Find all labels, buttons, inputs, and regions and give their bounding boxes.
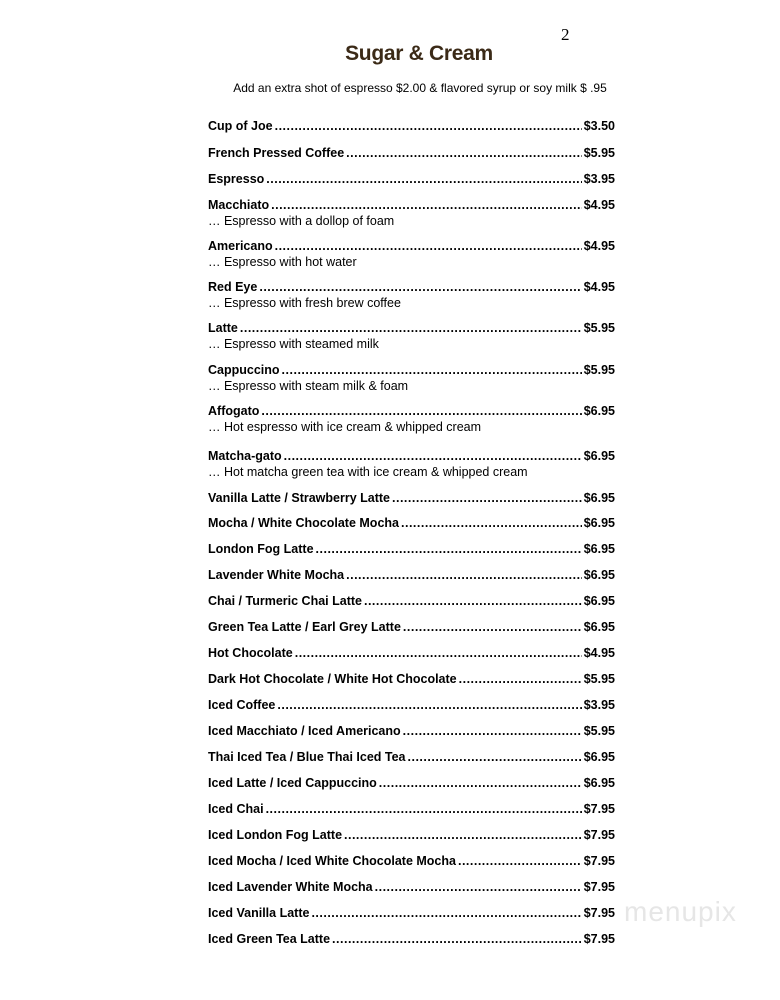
- item-name: Iced Coffee: [208, 698, 276, 712]
- menu-item: [208, 516, 615, 531]
- item-price: $6.95: [583, 750, 615, 764]
- menu-item: [208, 906, 615, 921]
- item-name: Dark Hot Chocolate / White Hot Chocolate: [208, 672, 457, 686]
- menu-item: [208, 932, 615, 947]
- menu-item-line: [208, 906, 615, 921]
- item-price: $6.95: [583, 449, 615, 463]
- item-description: … Espresso with fresh brew coffee: [208, 296, 401, 310]
- menu-item-line: [208, 239, 615, 254]
- item-price: $5.95: [583, 321, 615, 335]
- item-name: Mocha / White Chocolate Mocha: [208, 516, 399, 530]
- item-name: Latte: [208, 321, 238, 335]
- menu-item: [208, 119, 615, 134]
- item-description: … Hot espresso with ice cream & whipped cream: [208, 420, 482, 434]
- item-name: Cup of Joe: [208, 119, 273, 133]
- item-name: Iced Green Tea Latte: [208, 932, 331, 946]
- item-name: Espresso: [208, 172, 265, 186]
- dot-leader: [282, 363, 582, 378]
- item-price: $3.95: [583, 172, 615, 186]
- item-name: Chai / Turmeric Chai Latte: [208, 594, 362, 608]
- menu-item: [208, 198, 615, 229]
- item-price: $6.95: [583, 404, 615, 418]
- item-name: Macchiato: [208, 198, 270, 212]
- item-price: $7.95: [583, 906, 615, 920]
- item-price: $4.95: [583, 239, 615, 253]
- dot-leader: [379, 776, 582, 791]
- item-name: Matcha-gato: [208, 449, 282, 463]
- item-description: … Espresso with hot water: [208, 255, 357, 269]
- dot-leader: [266, 802, 582, 817]
- dot-leader: [403, 724, 582, 739]
- dot-leader: [344, 828, 582, 843]
- dot-leader: [401, 516, 582, 531]
- dot-leader: [459, 672, 582, 687]
- dot-leader: [403, 620, 582, 635]
- menu-item-line: [208, 146, 615, 161]
- dot-leader: [240, 321, 582, 336]
- menu-item-line: [208, 828, 615, 843]
- item-name: Affogato: [208, 404, 260, 418]
- item-name: Americano: [208, 239, 273, 253]
- menu-item-line: [208, 776, 615, 791]
- menu-item: [208, 698, 615, 713]
- menu-item-line: [208, 646, 615, 661]
- menu-item: [208, 646, 615, 661]
- dot-leader: [332, 932, 582, 947]
- menu-item-line: [208, 698, 615, 713]
- item-name: Thai Iced Tea / Blue Thai Iced Tea: [208, 750, 406, 764]
- item-price: $7.95: [583, 828, 615, 842]
- item-name: Iced London Fog Latte: [208, 828, 343, 842]
- item-price: $6.95: [583, 568, 615, 582]
- dot-leader: [284, 449, 582, 464]
- item-name: Vanilla Latte / Strawberry Latte: [208, 491, 391, 505]
- item-name: Cappuccino: [208, 363, 280, 377]
- menu-item: [208, 620, 615, 635]
- menu-item: [208, 280, 615, 311]
- dot-leader: [266, 172, 581, 187]
- item-name: French Pressed Coffee: [208, 146, 345, 160]
- item-name: Iced Chai: [208, 802, 264, 816]
- dot-leader: [375, 880, 582, 895]
- menu-item: [208, 724, 615, 739]
- item-price: $6.95: [583, 594, 615, 608]
- item-price: $7.95: [583, 932, 615, 946]
- menu-item: [208, 880, 615, 895]
- menu-item-line: [208, 198, 615, 213]
- item-name: Iced Vanilla Latte: [208, 906, 310, 920]
- menu-item: [208, 449, 615, 480]
- menu-item-line: [208, 321, 615, 336]
- menu-item-line: [208, 404, 615, 419]
- item-price: $4.95: [583, 646, 615, 660]
- menu-item: [208, 672, 615, 687]
- dot-leader: [392, 491, 582, 506]
- menu-item-line: [208, 880, 615, 895]
- item-description: … Espresso with a dollop of foam: [208, 214, 395, 228]
- item-description: … Hot matcha green tea with ice cream & whipped cream: [208, 465, 528, 479]
- menu-item-line: [208, 542, 615, 557]
- dot-leader: [364, 594, 582, 609]
- menu-item: [208, 172, 615, 187]
- item-price: $4.95: [583, 198, 615, 212]
- dot-leader: [271, 198, 582, 213]
- item-name: Iced Macchiato / Iced Americano: [208, 724, 401, 738]
- menu-item-line: [208, 172, 615, 187]
- menu-item-line: [208, 516, 615, 531]
- menu-title: Sugar & Cream: [345, 42, 493, 65]
- menu-item: [208, 750, 615, 765]
- item-description: … Espresso with steamed milk: [208, 337, 379, 351]
- item-price: $5.95: [583, 724, 615, 738]
- dot-leader: [311, 906, 581, 921]
- add-on-note: Add an extra shot of espresso $2.00 & flavored syrup or soy milk $ .95: [233, 81, 607, 95]
- dot-leader: [275, 119, 582, 134]
- item-price: $5.95: [583, 672, 615, 686]
- dot-leader: [275, 239, 582, 254]
- menu-item-line: [208, 568, 615, 583]
- item-name: Green Tea Latte / Earl Grey Latte: [208, 620, 401, 634]
- item-name: Iced Mocha / Iced White Chocolate Mocha: [208, 854, 456, 868]
- item-price: $6.95: [583, 776, 615, 790]
- menu-item-line: [208, 594, 615, 609]
- item-price: $3.50: [583, 119, 615, 133]
- menu-item: [208, 542, 615, 557]
- menu-item: [208, 594, 615, 609]
- menu-item-line: [208, 802, 615, 817]
- menu-item: [208, 776, 615, 791]
- menu-item-line: [208, 363, 615, 378]
- dot-leader: [458, 854, 582, 869]
- dot-leader: [346, 146, 582, 161]
- menu-item: [208, 146, 615, 161]
- item-price: $6.95: [583, 620, 615, 634]
- menu-item-line: [208, 449, 615, 464]
- item-name: Hot Chocolate: [208, 646, 293, 660]
- dot-leader: [408, 750, 582, 765]
- item-price: $7.95: [583, 880, 615, 894]
- menu-item-line: [208, 932, 615, 947]
- item-price: $6.95: [583, 542, 615, 556]
- menu-item: [208, 568, 615, 583]
- item-name: Lavender White Mocha: [208, 568, 345, 582]
- menu-item-line: [208, 854, 615, 869]
- menu-item: [208, 363, 615, 394]
- dot-leader: [277, 698, 581, 713]
- item-name: Red Eye: [208, 280, 258, 294]
- item-name: Iced Lavender White Mocha: [208, 880, 373, 894]
- menu-item-line: [208, 119, 615, 134]
- dot-leader: [261, 404, 581, 419]
- item-price: $3.95: [583, 698, 615, 712]
- item-price: $7.95: [583, 802, 615, 816]
- menu-item-line: [208, 672, 615, 687]
- menu-item: [208, 404, 615, 435]
- menu-item-line: [208, 620, 615, 635]
- menu-item: [208, 239, 615, 270]
- menu-item: [208, 491, 615, 506]
- page-number: 2: [561, 25, 570, 44]
- menu-item: [208, 802, 615, 817]
- menu-item: [208, 854, 615, 869]
- item-price: $5.95: [583, 363, 615, 377]
- item-name: London Fog Latte: [208, 542, 314, 556]
- item-price: $6.95: [583, 491, 615, 505]
- menu-item-line: [208, 750, 615, 765]
- item-price: $7.95: [583, 854, 615, 868]
- dot-leader: [259, 280, 581, 295]
- menu-item: [208, 321, 615, 352]
- dot-leader: [316, 542, 582, 557]
- item-price: $4.95: [583, 280, 615, 294]
- dot-leader: [346, 568, 582, 583]
- item-price: $5.95: [583, 146, 615, 160]
- menu-item-line: [208, 724, 615, 739]
- item-name: Iced Latte / Iced Cappuccino: [208, 776, 377, 790]
- item-price: $6.95: [583, 516, 615, 530]
- menu-item: [208, 828, 615, 843]
- item-description: … Espresso with steam milk & foam: [208, 379, 409, 393]
- watermark: menupix: [624, 896, 737, 927]
- menu-item-line: [208, 280, 615, 295]
- dot-leader: [295, 646, 582, 661]
- menu-item-line: [208, 491, 615, 506]
